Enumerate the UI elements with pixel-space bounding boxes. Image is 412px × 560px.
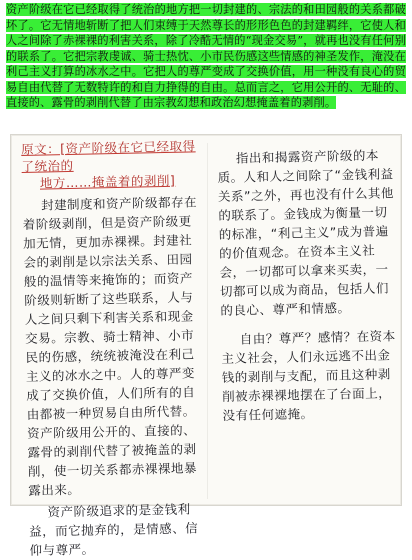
left-paragraph-2: 资产阶级追求的是金钱利益，而它抛弃的，是情感、信仰与尊严。 — [29, 501, 199, 558]
notes-title-line-2: 地方……掩盖着的剥削] — [39, 172, 176, 191]
notes-title — [21, 137, 200, 192]
notes-title-line-1: 原文：[资产阶级在它已经取得了统治的 — [21, 138, 196, 174]
column-divider — [207, 143, 208, 499]
left-paragraph-1: 封建制度和资产阶级都存在着阶级剥削，但是资产阶级更加无情，更加赤裸裸。封建社会的剥削是以宗法关系、田园般的温情等来掩饰的；而资产阶级则斩断了这些联系，人与人之间只剩下利害关系和现金交易。宗教、骑士精神、小市民的伤感，统统被淹没在利己主义的冰水之中。人的尊严变成了交换价值，人们所有的自由都被一种贸易自由所代替。资产阶级用公开的、直接的、露骨的剥削代替了被掩盖的剥削，使一切关系都赤裸裸地暴露出来。 — [22, 194, 198, 498]
right-paragraph-1: 指出和揭露资产阶级的本质。人和人之间除了“金钱利益关系”之外，再也没有什么其他的联系了。金钱成为衡量一切的标准，“利己主义”成为普遍的价值观念。在资本主义社会，一切都可以拿来买卖，一切都可以成为商品，包括人们的良心、尊严和情感。 — [217, 147, 395, 318]
notes-right-column — [217, 145, 399, 425]
quote-passage — [0, 0, 412, 128]
notes-left-column — [21, 137, 208, 560]
right-paragraph-2: 自由？尊严？感情？在资本主义社会，人们永远逃不出金钱的剥削与支配，而且这种剥削被赤裸裸地摆在了台面上，没有任何遮掩。 — [221, 328, 396, 423]
highlighted-quote-text: 资产阶级在它已经取得了统治的地方把一切封建的、宗法的和田园般的关系都破坏了。它无情地斩断了把人们束缚于天然尊长的形形色色的封建羁绊，它使人和人之间除了赤裸裸的利害关系，除了冷酷无情的“现金交易”，就再也没有任何别的联系了。它把宗教虔诚、骑士热忱、小市民伤感这些情感的神圣发作，淹没在利己主义打算的冰水之中。它把人的尊严变成了交换价值，用一种没有良心的贸易自由代替了无数特许的和自力挣得的自由。总而言之，它用公开的、无耻的、直接的、露骨的剥削代替了由宗教幻想和政治幻想掩盖着的剥削。 — [6, 3, 406, 109]
handwritten-notes-paper — [10, 134, 402, 558]
